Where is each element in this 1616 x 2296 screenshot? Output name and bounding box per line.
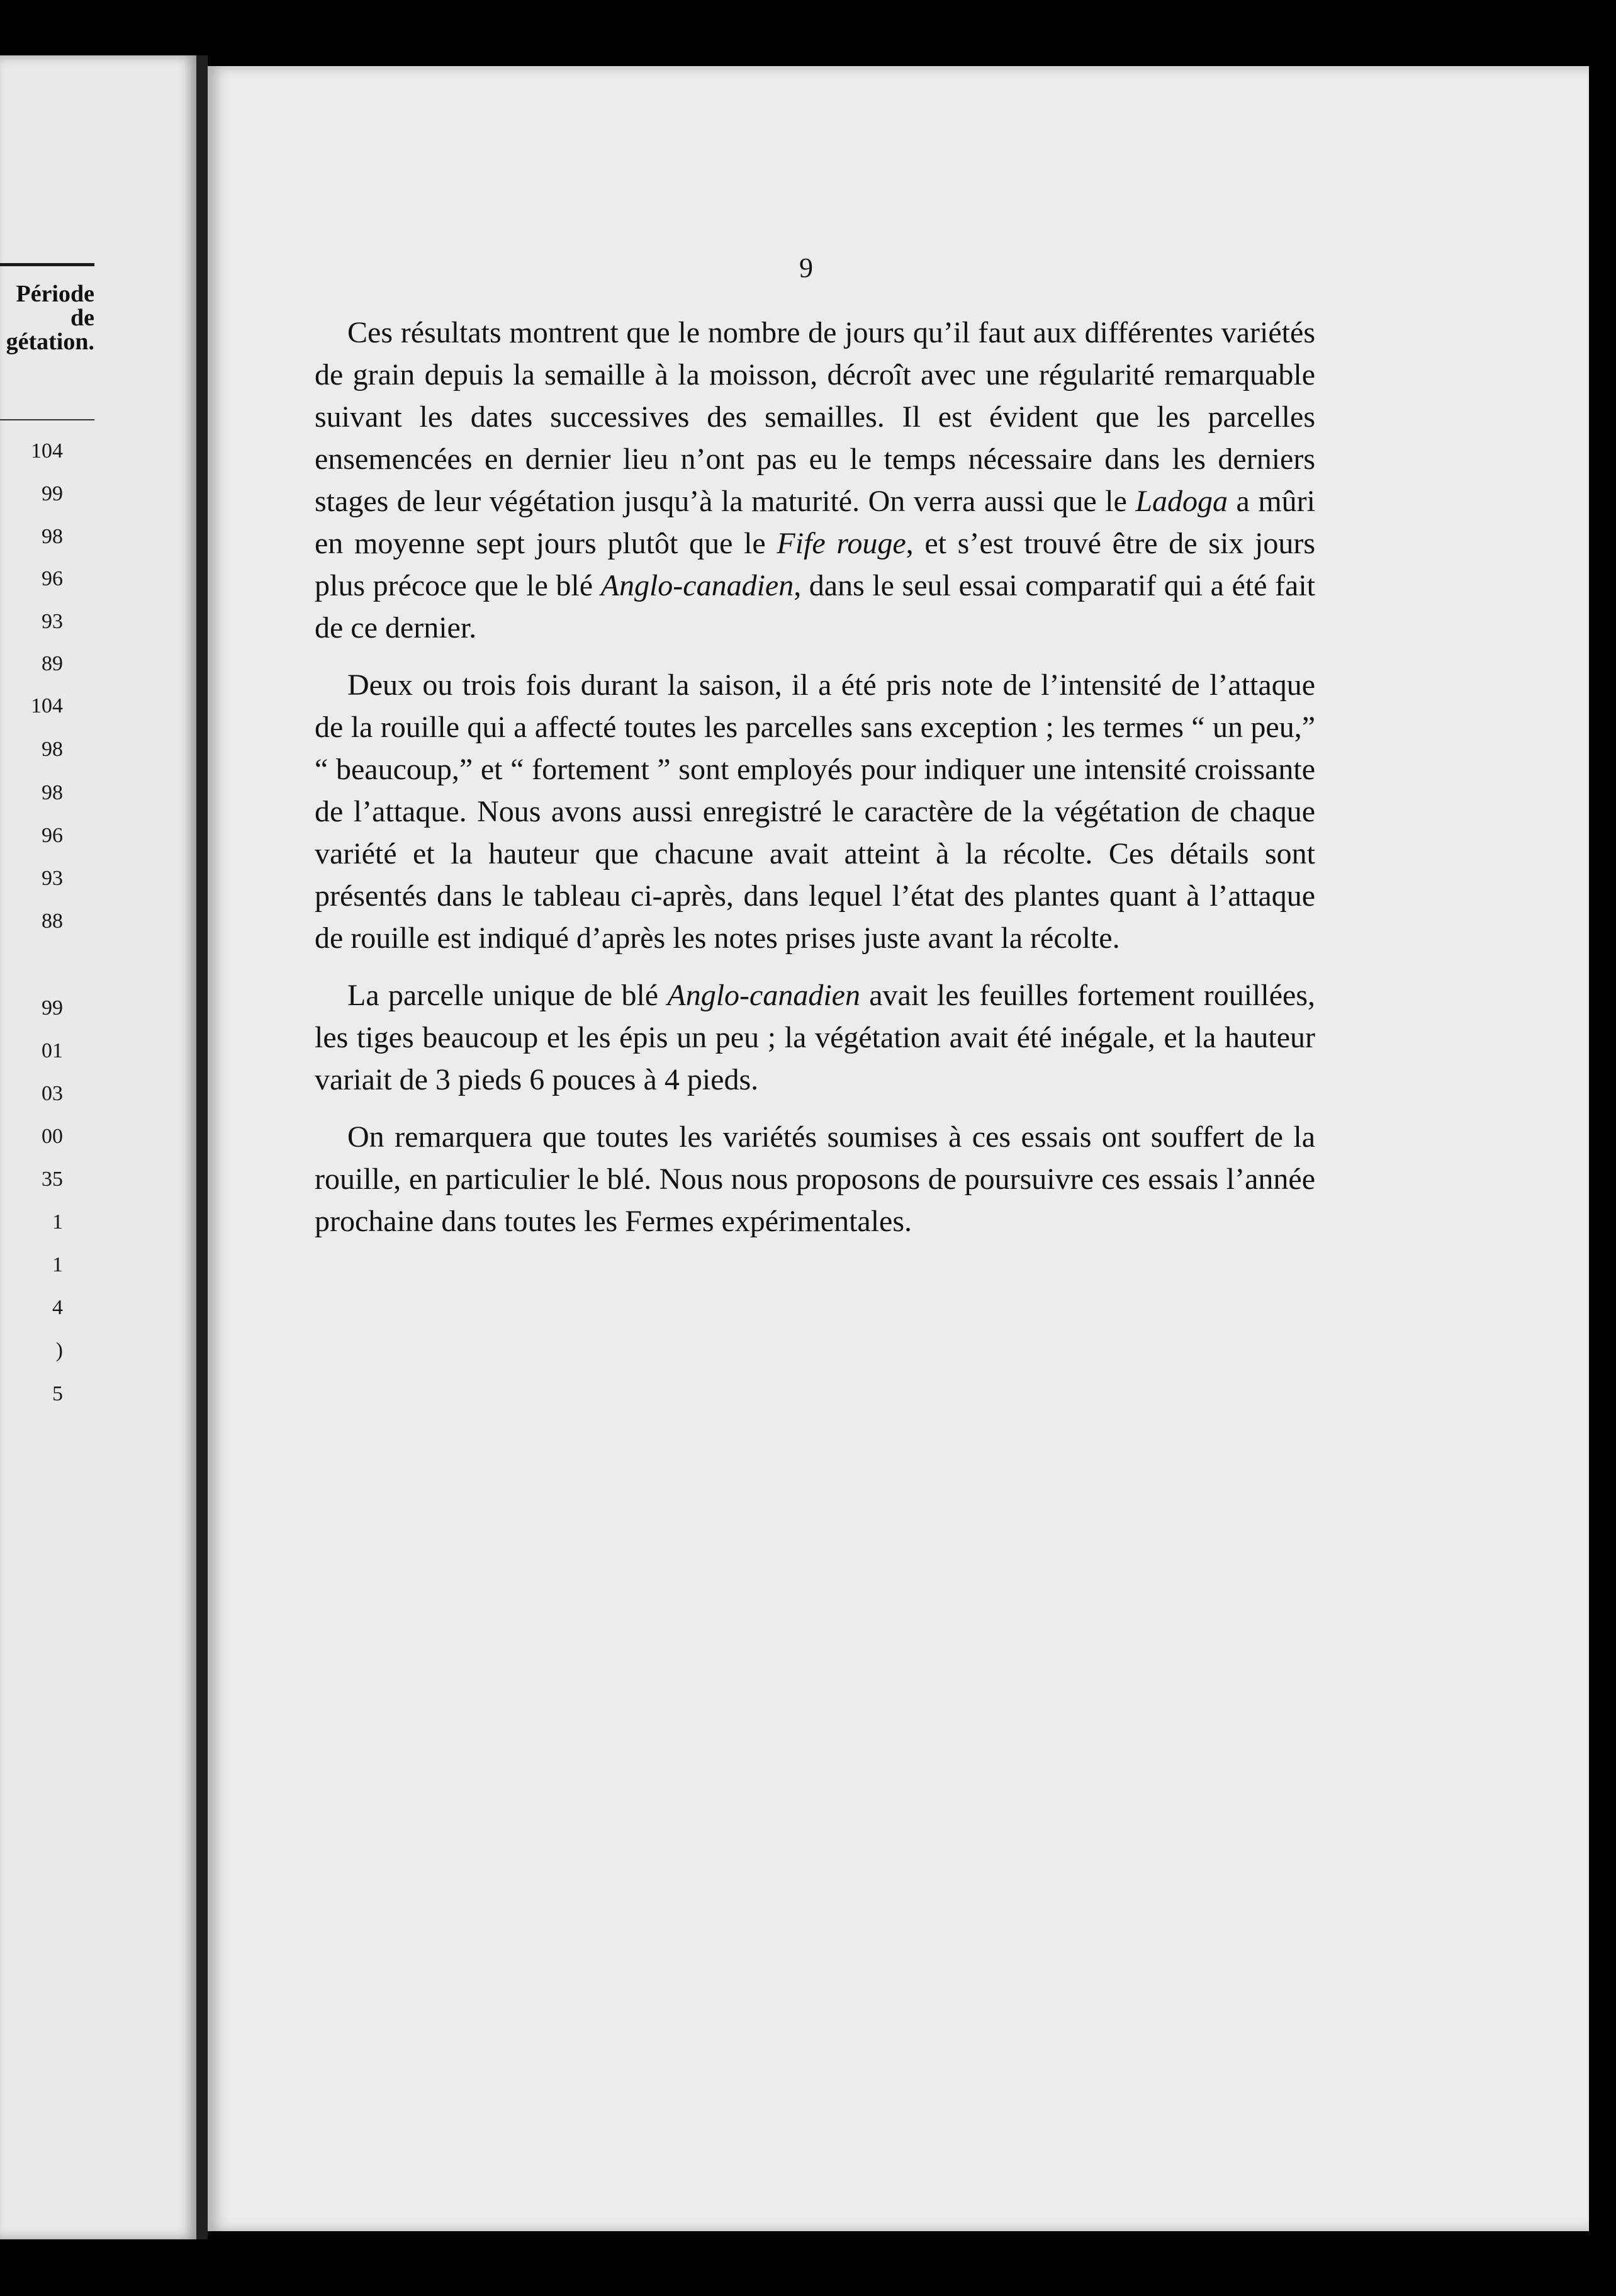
table-cell-value: 99 — [42, 996, 63, 1020]
table-column-header — [0, 282, 94, 354]
table-cell-value: 35 — [42, 1168, 63, 1191]
table-cell-value: 98 — [42, 525, 63, 548]
table-cell-value: 99 — [42, 482, 63, 505]
italic-term: Ladoga — [1135, 485, 1228, 518]
table-cell-value: 98 — [42, 781, 63, 804]
table-cell-value: 96 — [42, 824, 63, 847]
paragraph — [315, 664, 1315, 959]
previous-page-fragment — [0, 55, 196, 2239]
page-body-text — [315, 312, 1315, 1258]
table-cell-value: 00 — [42, 1125, 63, 1148]
paragraph — [315, 312, 1315, 649]
table-cell-value: 1 — [52, 1253, 63, 1276]
text-run: Ces résultats montrent que le nombre de jours qu’il faut aux différentes variétés de grain depuis la semaille à la moisson, décroît avec une régularité remarquable suivant les dates successives des semailles. Il est évident que les parcelles ensemencées en dernier lieu n’ont pas eu le temps nécessaire dans les derniers stages de leur végétation jusqu’à la maturité. On verra aussi que le — [315, 316, 1315, 518]
italic-term: Fife rouge — [777, 527, 906, 560]
table-cell-value: 1 — [52, 1210, 63, 1234]
table-cell-value: 5 — [52, 1382, 63, 1405]
table-header-rule — [0, 419, 94, 420]
paragraph — [315, 1116, 1315, 1242]
table-cell-value: 96 — [42, 567, 63, 590]
text-run: On remarquera que toutes les variétés soumises à ces essais ont souffert de la rouille, en particulier le blé. Nous nous proposons de poursuivre ces essais l’année prochaine dans toutes les Fermes expérimentales. — [315, 1120, 1315, 1238]
header-line: gétation. — [6, 329, 94, 355]
table-cell-value: 93 — [42, 867, 63, 890]
table-cell-value: 88 — [42, 909, 63, 933]
text-run: avait les feuilles fortement rouillées, les tiges beaucoup et les épis un peu ; la végétation avait été inégale, et la hauteur variait de 3 pieds 6 pouces à 4 pieds. — [315, 979, 1316, 1096]
text-run: La parcelle unique de blé — [347, 979, 668, 1012]
table-cell-value: ) — [55, 1339, 63, 1362]
text-run: , dans le seul essai comparatif qui a été fait de ce dernier. — [315, 569, 1316, 644]
text-run: a mûri en moyenne sept jours plutôt que le — [315, 485, 1315, 560]
table-cell-value: 89 — [42, 652, 63, 675]
table-cell-value: 104 — [31, 439, 63, 463]
table-cell-value: 98 — [42, 738, 63, 761]
table-top-rule — [0, 263, 94, 266]
book-spine-gutter — [196, 55, 208, 2239]
table-cell-value: 93 — [42, 610, 63, 633]
header-line: de — [70, 305, 94, 331]
table-cell-value: 03 — [42, 1082, 63, 1105]
text-run: Deux ou trois fois durant la saison, il a été pris note de l’intensité de l’attaque de la rouille qui a affecté toutes les parcelles sans exception ; les termes “ un peu,” “ beaucoup,” et “ fortement ” sont employés pour indiquer une intensité croissante de l’attaque. Nous avons aussi enregistré le caractère de la végétation de chaque variété et la hauteur que chacune avait atteint à la récolte. Ces détails sont présentés dans le tableau ci-après, dans lequel l’état des plantes quant à l’attaque de rouille est indiqué d’après les notes prises juste avant la récolte. — [315, 668, 1315, 955]
paragraph — [315, 974, 1315, 1101]
table-cell-value: 104 — [31, 694, 63, 718]
header-line: Période — [16, 281, 94, 307]
page-number: 9 — [799, 252, 813, 283]
table-cell-value: 4 — [52, 1296, 63, 1319]
italic-term: Anglo-canadien — [600, 569, 794, 602]
table-cell-value: 01 — [42, 1039, 63, 1062]
italic-term: Anglo-canadien — [667, 979, 860, 1012]
text-run: , et s’est trouvé être de six jours plus précoce que le blé — [315, 527, 1316, 602]
